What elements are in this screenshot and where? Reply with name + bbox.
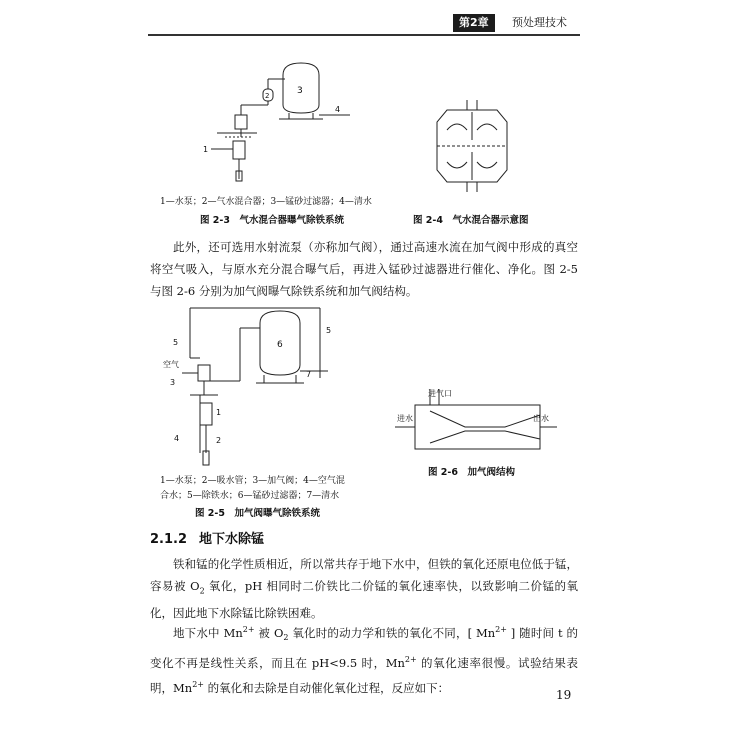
figure-2-5-diagram [160,303,350,473]
fig25-caption: 图 2-5 加气阀曝气除铁系统 [195,508,320,519]
p2-text-a: 地下水中 Mn [173,625,243,640]
p2-text-f: 的氧化和去除是自动催化氧化过程，反应如下： [203,680,450,695]
p2-sup-2: 2+ [495,625,507,634]
figure-2-4-diagram [425,100,520,195]
fig23-label-2: 2 [265,92,270,100]
fig23-caption: 图 2-3 气水混合器曝气除铁系统 [200,215,344,226]
body-paragraph-2 [150,619,578,699]
fig23-label-3: 3 [297,86,303,96]
fig25-label-2: 2 [216,436,222,445]
fig25-label-5-left: 5 [173,338,179,347]
p2-text-b: 被 O [254,625,284,640]
fig26-air-inlet: 进气口 [428,389,452,398]
section-title-text: 地下水除锰 [199,532,265,547]
header-rule [148,34,580,36]
fig23-label-4: 4 [335,105,341,114]
fig25-legend-line1: 1—水泵；2—吸水管；3—加气阀；4—空气混 [160,476,345,486]
fig25-label-4: 4 [174,434,180,443]
p2-text-d: ] 随时间 t 的变化不再是线性关系，而且在 pH<9.5 时，Mn [150,625,578,670]
fig23-legend: 1—水泵；2—气水混合器；3—锰砂过滤器；4—清水 [160,197,372,207]
figure-2-6-diagram [395,385,560,463]
fig26-water-in: 进水 [397,414,413,423]
fig23-label-1: 1 [203,145,209,154]
fig25-label-1: 1 [216,408,222,417]
p2-text-c: 氧化时的动力学和铁的氧化不同，[ Mn [288,625,496,640]
fig25-label-3: 3 [170,378,176,387]
section-number: 2.1.2 [150,532,188,547]
fig25-label-7: 7 [306,370,312,379]
p1-text-b: 氧化，pH 相同时二价铁比二价锰的氧化速率快，以致影响二价锰的氧化，因此地下水除锰比除铁困难。 [150,579,578,621]
fig26-caption: 图 2-6 加气阀结构 [428,467,515,478]
p2-sub-1: 2 [283,633,289,643]
p1-sub: 2 [199,586,205,596]
intro-paragraph: 此外，还可选用水射流泵（亦称加气阀），通过高速水流在加气阀中形成的真空将空气吸入，与原水充分混合曝气后，再进入锰砂过滤器进行催化、净化。图 2-5 与图 2-6 分别为加气阀曝气除铁系统和加气阀结构。 [150,240,578,298]
figure-2-3-diagram [195,55,370,190]
chapter-tag: 第2章 [453,14,495,32]
p2-text-e: 的氧化速率很慢。试验结果表明，Mn [150,655,578,695]
section-heading [150,528,264,547]
fig26-water-out: 出水 [533,414,549,423]
fig25-air-label: 空气 [163,360,179,369]
fig25-label-6: 6 [277,340,283,350]
p2-sup-4: 2+ [192,679,204,689]
page-number: 19 [556,688,572,702]
p1-text-a: 铁和锰的化学性质相近，所以常共存于地下水中，但铁的氧化还原电位低于锰，容易被 O [150,557,578,593]
fig24-caption: 图 2-4 气水混合器示意图 [413,215,529,226]
fig25-legend-line2: 合水；5—除铁水；6—锰砂过滤器；7—清水 [160,491,340,501]
chapter-title: 预处理技术 [512,16,567,29]
p2-sup-1: 2+ [242,625,255,634]
p2-sup-3: 2+ [404,655,417,665]
fig25-label-5-right: 5 [326,326,332,335]
body-paragraph-1 [150,553,578,624]
